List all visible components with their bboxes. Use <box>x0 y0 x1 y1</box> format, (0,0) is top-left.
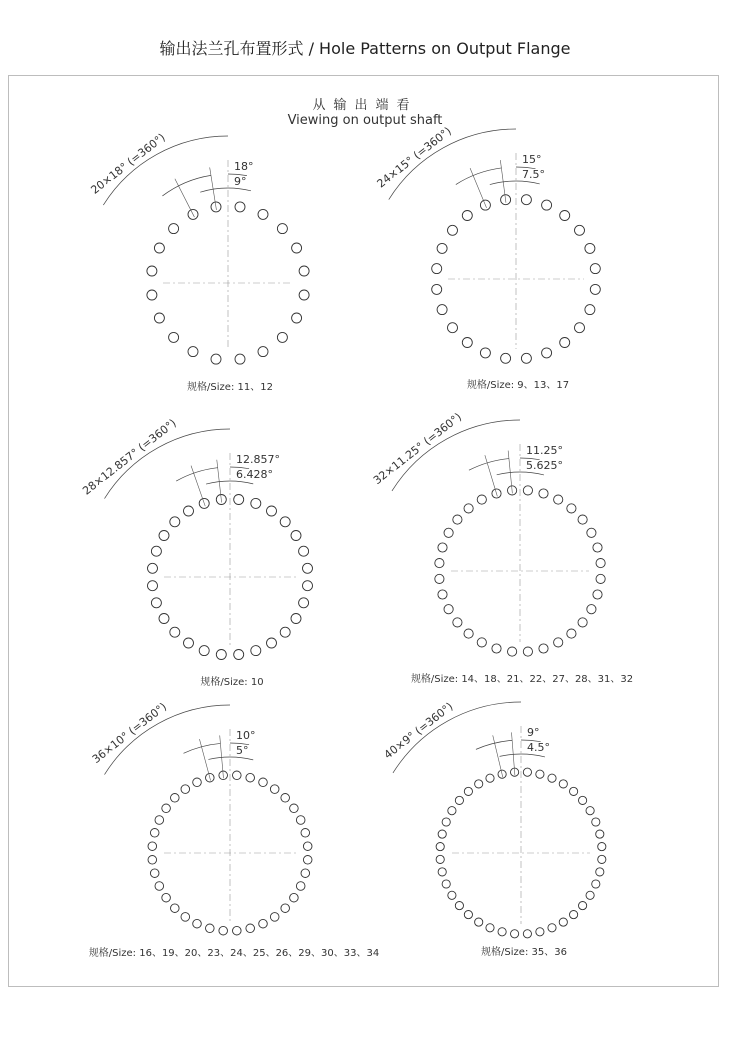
hole <box>593 590 602 599</box>
hole <box>464 911 472 919</box>
view-direction-cn: 从输出端看 <box>312 98 418 113</box>
hole <box>438 590 447 599</box>
hole <box>290 804 299 813</box>
hole <box>475 780 483 788</box>
hole <box>477 638 486 647</box>
hole <box>233 926 242 935</box>
hole-pattern-20 <box>88 131 309 393</box>
hole <box>303 856 312 865</box>
hole <box>596 574 605 583</box>
hole <box>301 869 310 878</box>
hole <box>277 224 287 234</box>
hole <box>464 504 473 513</box>
hole <box>251 646 261 656</box>
hole <box>258 209 268 219</box>
hole <box>567 504 576 513</box>
half-pitch-dimension-arc <box>230 481 253 484</box>
hole <box>523 486 532 495</box>
half-pitch-dimension-arc <box>497 472 520 475</box>
hole <box>590 264 600 274</box>
hole <box>148 856 157 865</box>
hole <box>148 563 158 573</box>
hole <box>154 313 164 323</box>
half-pitch-angle-label: 4.5° <box>527 741 550 754</box>
hole <box>432 284 442 294</box>
hole <box>455 902 463 910</box>
size-label: 规格/Size: 35、36 <box>481 947 567 958</box>
size-label: 规格/Size: 10 <box>200 677 264 688</box>
hole <box>150 869 159 878</box>
hole <box>303 563 313 573</box>
hole <box>281 904 290 913</box>
hole <box>281 794 290 803</box>
hole <box>448 807 456 815</box>
hole <box>432 264 442 274</box>
size-label: 规格/Size: 11、12 <box>187 382 273 393</box>
hole <box>159 531 169 541</box>
hole <box>299 546 309 556</box>
hole <box>290 893 299 902</box>
hole <box>455 796 463 804</box>
hole <box>548 924 556 932</box>
hole <box>539 489 548 498</box>
hole <box>559 780 567 788</box>
hole <box>444 605 453 614</box>
hole-pattern-32 <box>371 410 633 685</box>
hole <box>578 515 587 524</box>
hole <box>258 347 268 357</box>
half-pitch-dimension-arc <box>500 754 521 756</box>
hole <box>181 913 190 922</box>
size-label: 规格/Size: 16、19、20、23、24、25、26、29、30、33、34 <box>88 948 380 959</box>
pitch-angle-label: 9° <box>527 726 540 739</box>
pitch-angle-label: 15° <box>522 153 542 166</box>
hole <box>475 918 483 926</box>
half-pitch-dimension-arc <box>200 188 228 192</box>
hole <box>292 243 302 253</box>
hole <box>280 627 290 637</box>
hole <box>542 348 552 358</box>
hole <box>501 353 511 363</box>
hole <box>448 891 456 899</box>
hole <box>296 816 305 825</box>
half-pitch-dimension-arc <box>521 754 545 757</box>
hole <box>442 880 450 888</box>
hole <box>435 574 444 583</box>
hole <box>548 774 556 782</box>
hole <box>259 778 268 787</box>
total-angle-label: 24×15° (=360°) <box>374 124 454 191</box>
hole <box>170 627 180 637</box>
hole <box>560 338 570 348</box>
half-pitch-dimension-arc <box>206 481 230 484</box>
hole <box>436 843 444 851</box>
hole <box>593 543 602 552</box>
hole <box>193 919 202 928</box>
hole <box>299 598 309 608</box>
hole <box>162 893 171 902</box>
hole <box>299 266 309 276</box>
hole <box>570 911 578 919</box>
hole <box>486 924 494 932</box>
hole <box>291 614 301 624</box>
hole <box>464 629 473 638</box>
size-label: 规格/Size: 9、13、17 <box>466 380 570 391</box>
hole <box>486 774 494 782</box>
hole <box>462 211 472 221</box>
hole <box>477 495 486 504</box>
half-pitch-angle-label: 7.5° <box>522 168 545 181</box>
hole <box>435 559 444 568</box>
hole <box>436 855 444 863</box>
hole <box>299 290 309 300</box>
pitch-angle-label: 11.25° <box>526 444 563 457</box>
total-angle-label: 40×9° (=360°) <box>381 699 456 762</box>
hole <box>586 891 594 899</box>
half-pitch-dimension-arc <box>230 757 253 760</box>
hole <box>587 528 596 537</box>
hole <box>438 868 446 876</box>
hole <box>464 787 472 795</box>
hole <box>246 924 255 933</box>
hole <box>193 778 202 787</box>
hole <box>233 771 242 780</box>
hole <box>267 638 277 648</box>
hole <box>184 638 194 648</box>
pitch-angle-label: 12.857° <box>236 453 280 466</box>
hole <box>291 531 301 541</box>
hole <box>169 224 179 234</box>
hole <box>148 842 157 851</box>
half-pitch-angle-label: 5° <box>236 744 249 757</box>
hole <box>554 495 563 504</box>
hole <box>267 506 277 516</box>
hole <box>235 202 245 212</box>
hole <box>216 650 226 660</box>
hole <box>596 868 604 876</box>
hole <box>147 266 157 276</box>
hole <box>521 195 531 205</box>
hole <box>219 926 228 935</box>
hole <box>536 928 544 936</box>
hole <box>592 880 600 888</box>
hole <box>453 515 462 524</box>
hole <box>598 855 606 863</box>
hole <box>592 818 600 826</box>
hole-pattern-36 <box>89 700 379 959</box>
hole <box>280 517 290 527</box>
hole <box>586 807 594 815</box>
hole <box>536 770 544 778</box>
hole <box>151 598 161 608</box>
hole <box>234 650 244 660</box>
hole-pattern-28 <box>80 417 312 688</box>
hole <box>598 843 606 851</box>
hole <box>448 323 458 333</box>
hole <box>590 284 600 294</box>
hole <box>523 930 531 938</box>
hole <box>211 354 221 364</box>
size-label: 规格/Size: 14、18、21、22、27、28、31、32 <box>410 674 634 685</box>
hole-pattern-40 <box>382 700 606 958</box>
hole <box>507 647 516 656</box>
half-pitch-angle-label: 9° <box>234 175 247 188</box>
pitch-extension-line <box>470 168 486 208</box>
half-pitch-dimension-arc <box>516 181 540 184</box>
hole <box>585 243 595 253</box>
hole <box>442 818 450 826</box>
hole <box>448 225 458 235</box>
hole <box>480 348 490 358</box>
hole <box>155 882 164 891</box>
pitch-dimension-arc <box>456 168 502 185</box>
hole <box>303 842 312 851</box>
hole <box>259 919 268 928</box>
hole <box>235 354 245 364</box>
pitch-extension-line <box>175 179 195 217</box>
hole <box>147 290 157 300</box>
total-angle-label: 28×12.857° (=360°) <box>80 416 179 498</box>
hole <box>554 638 563 647</box>
hole <box>301 829 310 838</box>
hole <box>570 787 578 795</box>
hole <box>437 243 447 253</box>
hole <box>151 546 161 556</box>
pitch-dimension-arc <box>162 175 211 196</box>
view-direction-en: Viewing on output shaft <box>287 113 443 128</box>
hole <box>162 804 171 813</box>
hole <box>155 816 164 825</box>
hole-pattern-24 <box>375 125 601 391</box>
hole <box>296 882 305 891</box>
pitch-angle-label: 10° <box>236 729 256 742</box>
hole <box>234 495 244 505</box>
hole <box>170 517 180 527</box>
half-pitch-dimension-arc <box>490 181 516 185</box>
hole <box>560 211 570 221</box>
hole <box>292 313 302 323</box>
pitch-angle-label: 18° <box>234 160 254 173</box>
half-pitch-dimension-arc <box>208 757 230 759</box>
hole <box>523 647 532 656</box>
hole <box>206 924 215 933</box>
hole <box>150 829 159 838</box>
hole <box>181 785 190 794</box>
hole <box>169 332 179 342</box>
hole <box>453 618 462 627</box>
total-angle-label: 32×11.25° (=360°) <box>371 410 465 488</box>
hole <box>154 243 164 253</box>
hole <box>579 796 587 804</box>
hole <box>510 930 518 938</box>
hole <box>438 830 446 838</box>
hole <box>542 200 552 210</box>
hole <box>270 785 279 794</box>
hole <box>438 543 447 552</box>
hole <box>148 581 158 591</box>
hole <box>578 618 587 627</box>
hole <box>521 353 531 363</box>
hole <box>587 605 596 614</box>
pitch-dimension-arc <box>176 468 217 481</box>
hole <box>596 559 605 568</box>
hole <box>596 830 604 838</box>
hole <box>246 773 255 782</box>
hole <box>184 506 194 516</box>
total-angle-label: 36×10° (=360°) <box>89 700 170 767</box>
hole <box>575 323 585 333</box>
hole <box>171 904 180 913</box>
hole <box>277 332 287 342</box>
hole <box>539 644 548 653</box>
hole <box>171 794 180 803</box>
half-pitch-dimension-arc <box>228 188 251 191</box>
hole <box>559 918 567 926</box>
half-pitch-dimension-arc <box>520 472 544 475</box>
hole <box>188 347 198 357</box>
hole <box>199 646 209 656</box>
hole <box>579 902 587 910</box>
hole <box>575 225 585 235</box>
half-pitch-angle-label: 6.428° <box>236 468 273 481</box>
hole <box>437 305 447 315</box>
hole <box>270 913 279 922</box>
page-title: 输出法兰孔布置形式 / Hole Patterns on Output Flange <box>159 39 571 58</box>
hole <box>498 928 506 936</box>
hole <box>159 614 169 624</box>
hole <box>303 581 313 591</box>
hole <box>462 338 472 348</box>
total-angle-label: 20×18° (=360°) <box>88 130 168 197</box>
half-pitch-angle-label: 5.625° <box>526 459 563 472</box>
hole <box>251 498 261 508</box>
hole <box>523 768 531 776</box>
hole <box>492 644 501 653</box>
hole <box>585 305 595 315</box>
hole <box>567 629 576 638</box>
hole <box>444 528 453 537</box>
